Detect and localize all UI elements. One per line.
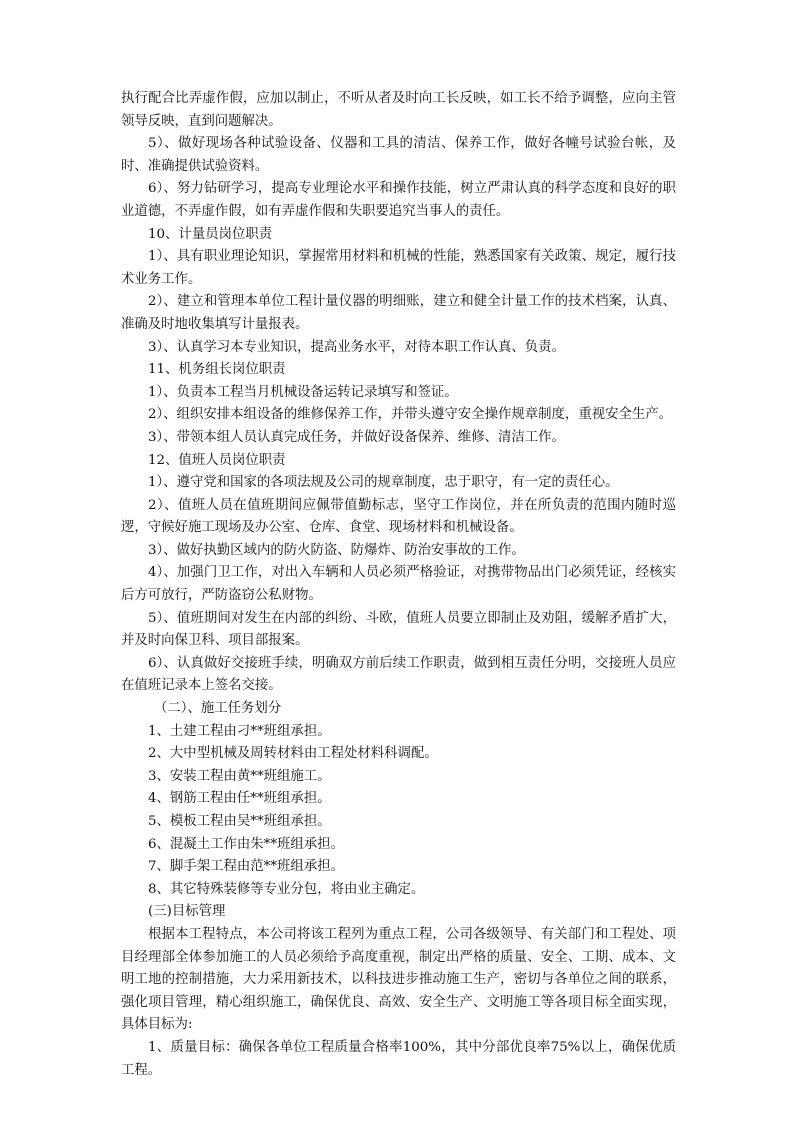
paragraph-continuation: 执行配合比弄虚作假，应加以制止，不听从者及时向工长反映，如工长不给予调整，应向主管领导反映，直到问题解决。 xyxy=(121,91,676,129)
task-item: 5、模板工程由吴**班组承担。 xyxy=(148,814,331,829)
section-heading: (三)目标管理 xyxy=(148,904,226,920)
task-item: 6、混凝土工作由朱**班组承担。 xyxy=(148,836,344,852)
paragraph-item: 2）、建立和管理本单位工程计量仪器的明细账，建立和健全计量工作的技术档案，认真、准确及时地收集填写计量报表。 xyxy=(121,294,676,332)
paragraph-item: 3）、认真学习本专业知识，提高业务水平，对待本职工作认真、负责。 xyxy=(148,339,565,355)
task-item: 8、其它特殊装修等专业分包，将由业主确定。 xyxy=(148,881,425,897)
paragraph-item: 1）、负责本工程当月机械设备运转记录填写和签证。 xyxy=(148,384,458,400)
section-heading: （二）、施工任务划分 xyxy=(154,701,282,717)
paragraph-item: 6）、认真做好交接班手续，明确双方前后续工作职责，做到相互责任分明，交接班人员应在值班记录本上签名交接。 xyxy=(121,655,676,694)
paragraph-item: 4）、加强门卫工作，对出入车辆和人员必须严格验证，对携带物品出门必须凭证，经核实后方可放行，严防盗窃公私财物。 xyxy=(121,565,676,604)
paragraph-item: 5）、值班期间对发生在内部的纠纷、斗欧，值班人员要立即制止及劝阻，缓解矛盾扩大，并及时向保卫科、项目部报案。 xyxy=(121,610,676,649)
task-item: 2、大中型机械及周转材料由工程处材料科调配。 xyxy=(148,746,438,762)
task-item: 4、钢筋工程由任**班组承担。 xyxy=(148,791,331,807)
paragraph-item: 根据本工程特点，本公司将该工程列为重点工程，公司各级领导、有关部门和工程处、项目经理部全体参加施工的人员必须给予高度重视，制定出严格的质量、安全、工期、成本、文明工地的控制措施，大力采用新技术，以科技进步推动施工生产，密切与各单位之间的联系，强化项目管理，精心组织施工，确保优良、高效、安全生产、文明施工等各项目标全面实现，具体目标为: xyxy=(121,926,676,1033)
paragraph-item: 3）、带领本组人员认真完成任务，并做好设备保养、维修、清洁工作。 xyxy=(148,429,565,445)
task-item: 7、脚手架工程由范**班组承担。 xyxy=(148,859,344,875)
section-heading: 10、计量员岗位职责 xyxy=(148,226,273,242)
task-item: 1、土建工程由刁**班组承担。 xyxy=(148,723,331,739)
section-heading: 12、值班人员岗位职责 xyxy=(148,452,286,468)
paragraph-item: 1）、具有职业理论知识，掌握常用材料和机械的性能，熟悉国家有关政策、规定，履行技术业务工作。 xyxy=(121,249,676,287)
document-page xyxy=(121,88,676,1082)
paragraph-item: 3）、做好执勤区域内的防火防盗、防爆炸、防治安事故的工作。 xyxy=(148,542,525,558)
paragraph-item: 1）、遵守党和国家的各项法规及公司的规章制度，忠于职守，有一定的责任心。 xyxy=(148,475,619,491)
paragraph-item: 1、质量目标：确保各单位工程质量合格率100%，其中分部优良率75%以上，确保优质工程。 xyxy=(121,1039,676,1078)
paragraph-item: 2）、组织安排本组设备的维修保养工作，并带头遵守安全操作规章制度，重视安全生产。 xyxy=(148,407,673,423)
paragraph-item: 2）、值班人员在值班期间应佩带值勤标志，坚守工作岗位，并在所负责的范围内随时巡逻，守候好施工现场及办公室、仓库、食堂、现场材料和机械设备。 xyxy=(121,497,676,536)
task-item: 3、安装工程由黄**班组施工。 xyxy=(148,768,331,784)
paragraph-item: 5）、做好现场各种试验设备、仪器和工具的清洁、保养工作，做好各幢号试验台帐，及时、准确提供试验资料。 xyxy=(121,136,676,174)
section-heading: 11、机务组长岗位职责 xyxy=(148,362,286,378)
paragraph-item: 6）、努力钻研学习，提高专业理论水平和操作技能，树立严肃认真的科学态度和良好的职业道德，不弄虚作假，如有弄虚作假和失职要追究当事人的责任。 xyxy=(121,181,676,219)
